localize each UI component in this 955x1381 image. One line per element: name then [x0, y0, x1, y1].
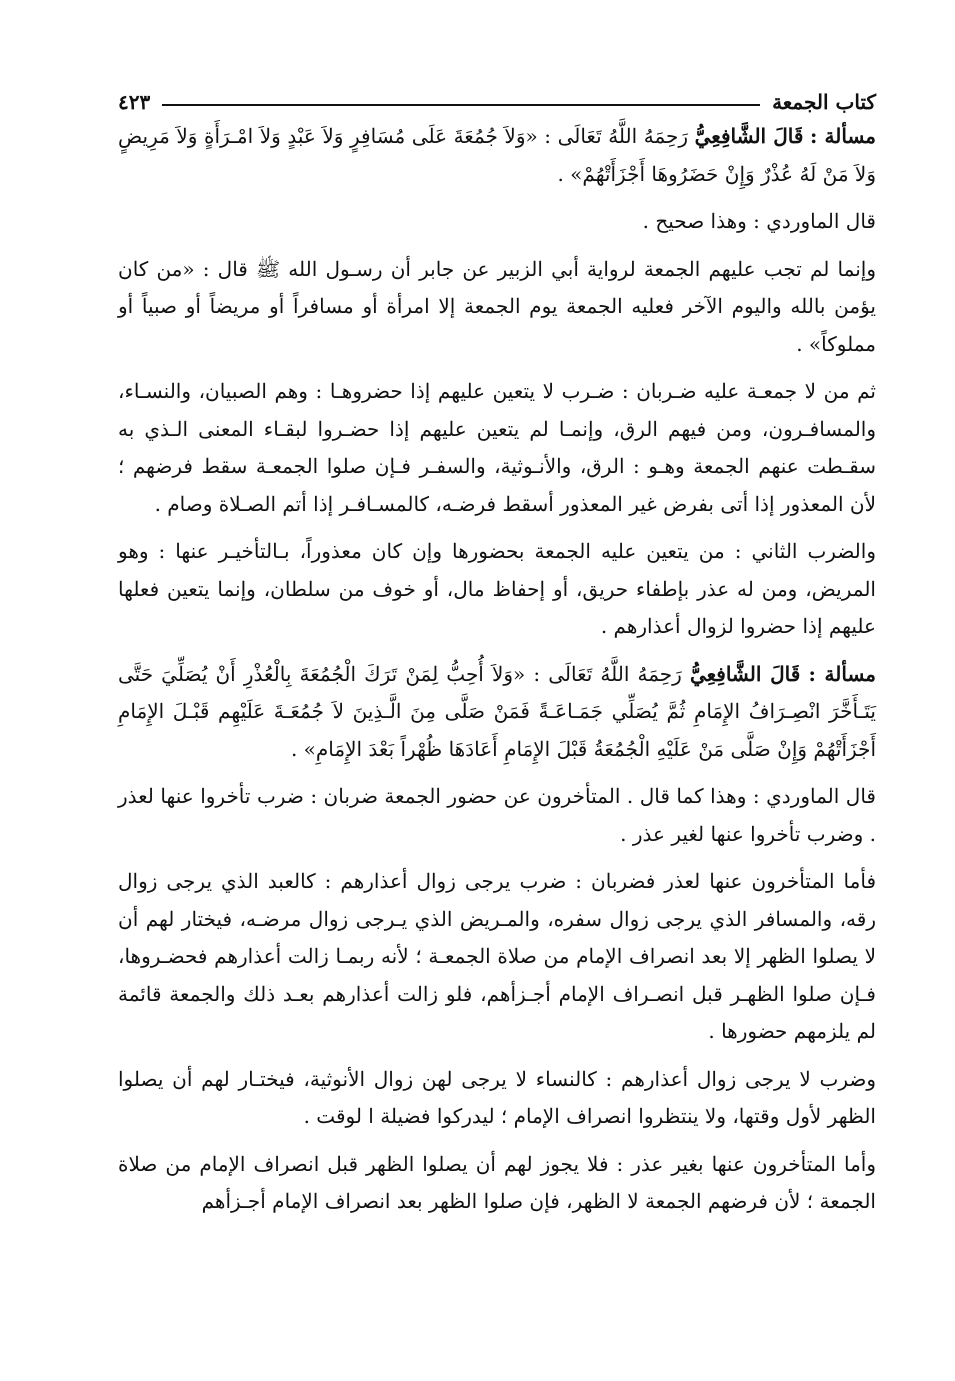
paragraph-second-type: والضرب الثاني : من يتعين عليه الجمعة بحضورها وإن كان معذوراً، بـالتأخيـر عنها : وهو المريض، ومن له عذر بإطفاء حريق، أو إحفاظ مال، أو خوف من سلطان، وإنما يتعين فعلها عليهم إذا حضروا لزوال أعذارهم .	[118, 539, 876, 638]
imam-quote-intro: قَالَ الشَّافِعِيُّ	[689, 661, 801, 686]
header-rule	[162, 104, 760, 106]
masala-label: مسألة :	[808, 661, 877, 686]
paragraph-masala-1	[118, 118, 876, 193]
paragraph-text: رَحِمَهُ اللَّهُ تَعَالَى : «وَلاَ جُمُعَةَ عَلَى مُسَافِرٍ وَلاَ عَبْدٍ وَلاَ امْـرَأَةٍ وَلاَ مَرِيضٍ وَلاَ مَنْ لَهُ عُذْرٌ وَإِنْ حَضَرُوهَا أَجْزَأَتْهُمْ» .	[118, 124, 876, 186]
masala-label: مسألة :	[810, 124, 877, 148]
paragraph-hadith: وإنما لم تجب عليهم الجمعة لرواية أبي الزبير عن جابر أن رسـول الله ﷺ قال : «من كان يؤمن بالله واليوم الآخر فعليه الجمعة يوم الجمعة إلا امرأة أو مسافراً أو مريضاً أو صبياً أو مملوكاً» .	[118, 256, 876, 356]
paragraph-excused-hope: فأما المتأخرون عنها لعذر فضربان : ضرب يرجى زوال أعذارهم : كالعبد الذي يرجى زوال رقه، والمسافر الذي يرجى زوال سفره، والمـريض الذي يـرجى زوال مرضـه، فيختار لهم أن لا يصلوا الظهر إلا بعد انصراف الإمام من صلاة الجمعـة ؛ لأنه ربمـا زالت أعذارهم فحضـروها، فـإن صلوا الظهـر قبل انصـراف الإمام أجـزأهم، فلو زالت أعذارهم بعـد ذلك والجمعة قائمة لم يلزمهم حضورها .	[118, 869, 876, 1043]
paragraph-text: رَحِمَهُ اللَّهُ تَعَالَى : «وَلاَ أُحِبُّ لِمَنْ تَرَكَ الْجُمُعَةَ بِالْعُذْرِ أَنْ يُصَلِّيَ حَتَّى يَتَـأَخَّرَ انْصِـرَافُ الإِمَامِ ثُمَّ يُصَلِّي جَمَـاعَـةً فَمَنْ صَلَّى مِنَ الَّـذِينَ لاَ جُمُعَـةَ عَلَيْهِم قَبْـلَ الإِمَامِ أَجْزَأَتْهُمْ وَإِنْ صَلَّى مَنْ عَلَيْهِ الْجُمُعَةُ قَبْلَ الإِمَامِ أَعَادَهَا ظُهْراً بَعْدَ الإِمَامِ» .	[118, 661, 876, 761]
chapter-title: كتاب الجمعة	[772, 90, 876, 114]
paragraph-mawardi-1: قال الماوردي : وهذا صحيح .	[642, 209, 876, 233]
page-number: ٤٢٣	[118, 90, 151, 114]
paragraph-excused-nohope: وضرب لا يرجى زوال أعذارهم : كالنساء لا يرجى لهن زوال الأنوثية، فيختـار لهم أن يصلوا الظهر لأول وقتها، ولا ينتظروا انصراف الإمام ؛ ليدركوا فضيلة ا لوقت .	[118, 1066, 876, 1128]
paragraph-first-type: ثم من لا جمعـة عليه ضـربان : ضـرب لا يتعين عليهم إذا حضروهـا : وهم الصبيان، والنسـاء، والمسافـرون، ومن فيهم الرق، وإنمـا لم يتعين عليهم إذا حضـروا لبقـاء المعنى الـذي به سقـطت عنهم الجمعة وهـو : الرق، والأنـوثية، والسفـر فـإن صلوا الجمعـة سقط فرضهم ؛ لأن المعذور إذا أتى بفرض غير المعذور أسقط فرضـه، كالمسـافـر إذا أتم الصـلاة وصام .	[118, 379, 876, 516]
paragraph-masala-2	[118, 656, 876, 769]
imam-quote-intro: قَالَ الشَّافِعِيُّ	[694, 124, 804, 148]
paragraph-mawardi-2: قال الماوردي : وهذا كما قال . المتأخرون عن حضور الجمعة ضربان : ضرب تأخروا عنها لعذر . وضرب تأخروا عنها لغير عذر .	[118, 784, 876, 846]
running-header	[118, 86, 876, 118]
page-body	[118, 86, 876, 1221]
paragraph-unexcused: وأما المتأخرون عنها بغير عذر : فلا يجوز لهم أن يصلوا الظهر قبل انصراف الإمام من صلاة الجمعة ؛ لأن فرضهم الجمعة لا الظهر، فإن صلوا الظهر بعد انصراف الإمام أجـزأهم	[118, 1151, 876, 1213]
